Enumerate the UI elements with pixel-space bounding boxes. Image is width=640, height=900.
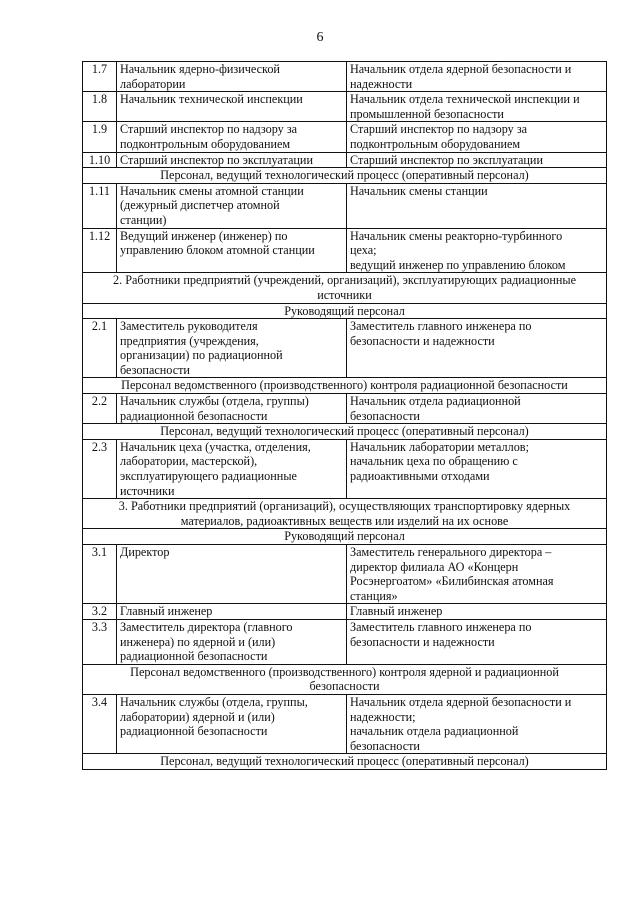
table-row [83,122,607,152]
text-line: Главный инженер [350,604,443,619]
section-header-row [83,424,607,440]
text-line: Заместитель главного инженера по [350,619,532,634]
text-line: Начальник ядерно-физической [120,62,280,76]
row-number: 1.12 [83,228,117,273]
position-title [117,183,347,228]
text-line: Начальник технической инспекции [120,92,303,107]
table-row [83,439,607,498]
text-line: Руководящий персонал [284,303,405,318]
section-header-row [83,303,607,319]
text-line: промышленной безопасности [350,106,504,121]
text-line: организации) по радиационной [120,348,283,363]
section-header-row [83,168,607,184]
position-title [117,604,347,620]
text-line: предприятия (учреждения, [120,333,259,348]
section-header-row [83,664,607,694]
text-line: надежности; [350,709,416,724]
text-line: подконтрольным оборудованием [350,136,521,151]
corresponding-position [347,319,607,378]
text-line: Персонал, ведущий технологический процесс (оперативный персонал) [160,168,529,183]
text-line: надежности [350,76,413,91]
corresponding-position [347,122,607,152]
corresponding-position [347,62,607,92]
text-line: (дежурный диспетчер атомной [120,198,280,213]
text-line: Главный инженер [120,604,213,619]
text-line: Начальник цеха (участка, отделения, [120,439,311,454]
text-line: начальник цеха по обращению с [350,454,518,469]
corresponding-position [347,152,607,168]
table-row [83,619,607,664]
text-line: безопасности [350,738,420,753]
section-header-row [83,754,607,770]
text-line: Старший инспектор по эксплуатации [350,152,543,167]
text-line: безопасности и надежности [350,333,495,348]
table-row [83,183,607,228]
text-line: Персонал, ведущий технологический процесс (оперативный персонал) [160,754,529,769]
table-row [83,394,607,424]
corresponding-position [347,394,607,424]
text-line: радиационной безопасности [120,724,268,739]
positions-table [82,61,607,770]
text-line: цеха; [350,243,377,258]
text-line: безопасности [350,408,420,423]
section-header-row [83,499,607,529]
text-line: Заместитель директора (главного [120,619,293,634]
text-line: радиационной безопасности [120,649,268,664]
page-number: 6 [316,30,324,45]
text-line: Заместитель руководителя [120,319,258,334]
table-row [83,604,607,620]
text-line: Директор [120,545,170,559]
text-line: радиационной безопасности [120,408,268,423]
text-line: Начальник отдела ядерной безопасности и [350,694,572,709]
section-header [83,303,607,319]
position-title [117,92,347,122]
text-line: Начальник отдела радиационной [350,394,521,409]
row-number: 2.2 [83,394,117,424]
text-line: лаборатории [120,76,186,91]
table-row [83,694,607,753]
table-row [83,152,607,168]
position-title [117,62,347,92]
row-number: 1.9 [83,122,117,152]
table-body [83,62,607,770]
text-line: Начальник смены реакторно-турбинного [350,228,563,243]
text-line: безопасности [309,679,380,694]
row-number: 2.1 [83,319,117,378]
position-title [117,152,347,168]
table-row [83,228,607,273]
section-header [83,499,607,529]
corresponding-position [347,545,607,604]
corresponding-position [347,694,607,753]
position-title [117,694,347,753]
section-header-row [83,273,607,303]
corresponding-position [347,183,607,228]
section-header [83,754,607,770]
position-title [117,619,347,664]
row-number: 1.7 [83,62,117,92]
text-line: Старший инспектор по надзору за [120,122,298,137]
text-line: лаборатории, мастерской), [120,454,258,469]
text-line: источники [120,483,175,498]
row-number: 3.2 [83,604,117,620]
corresponding-position [347,604,607,620]
text-line: Заместитель главного инженера по [350,319,532,334]
text-line: Начальник отдела ядерной безопасности и [350,62,572,76]
text-line: источники [317,287,372,302]
position-title [117,439,347,498]
text-line: Росэнергоатом» «Билибинская атомная [350,574,554,589]
row-number: 3.4 [83,694,117,753]
text-line: Персонал, ведущий технологический процесс (оперативный персонал) [160,424,529,439]
text-line: Начальник лаборатории металлов; [350,439,529,454]
row-number: 1.11 [83,183,117,228]
text-line: ведущий инженер по управлению блоком [350,257,566,272]
section-header [83,529,607,545]
text-line: Ведущий инженер (инженер) по [120,228,288,243]
corresponding-position [347,619,607,664]
text-line: безопасности и надежности [350,634,495,649]
position-title [117,394,347,424]
section-header [83,378,607,394]
row-number: 3.3 [83,619,117,664]
row-number: 1.8 [83,92,117,122]
text-line: управлению блоком атомной станции [120,243,315,258]
section-header [83,664,607,694]
text-line: Старший инспектор по эксплуатации [120,152,313,167]
position-title [117,228,347,273]
text-line: Начальник смены станции [350,183,488,198]
text-line: станции) [120,212,167,227]
text-line: Персонал ведомственного (производственного) контроля радиационной безопасности [121,378,568,393]
text-line: начальник отдела радиационной [350,724,519,739]
text-line: Заместитель генерального директора – [350,545,552,559]
row-number: 2.3 [83,439,117,498]
table-row [83,62,607,92]
text-line: Персонал ведомственного (производственного) контроля ядерной и радиационной [130,664,559,679]
text-line: лаборатории) ядерной и (или) [120,709,275,724]
section-header-row [83,378,607,394]
text-line: Начальник отдела технической инспекции и [350,92,580,107]
text-line: директор филиала АО «Концерн [350,559,519,574]
text-line: Начальник службы (отдела, группы) [120,394,309,409]
text-line: материалов, радиоактивных веществ или изделий на их основе [180,513,509,528]
text-line: станция» [350,588,398,603]
section-header [83,424,607,440]
text-line: эксплуатирующего радиационные [120,469,297,484]
table-row [83,545,607,604]
position-title [117,319,347,378]
row-number: 1.10 [83,152,117,168]
position-title [117,545,347,604]
text-line: 2. Работники предприятий (учреждений, организаций), эксплуатирующих радиационные [113,273,576,288]
section-header [83,168,607,184]
text-line: подконтрольным оборудованием [120,136,291,151]
text-line: 3. Работники предприятий (организаций), осуществляющих транспортировку ядерных [118,499,571,514]
text-line: инженера) по ядерной и (или) [120,634,276,649]
corresponding-position [347,228,607,273]
corresponding-position [347,92,607,122]
text-line: радиоактивными отходами [350,469,490,484]
row-number: 3.1 [83,545,117,604]
text-line: Начальник службы (отдела, группы, [120,694,308,709]
text-line: Старший инспектор по надзору за [350,122,528,137]
section-header-row [83,529,607,545]
position-title [117,122,347,152]
table-row [83,92,607,122]
text-line: безопасности [120,362,190,377]
text-line: Начальник смены атомной станции [120,183,304,198]
table-row [83,319,607,378]
corresponding-position [347,439,607,498]
section-header [83,273,607,303]
text-line: Руководящий персонал [284,529,405,544]
